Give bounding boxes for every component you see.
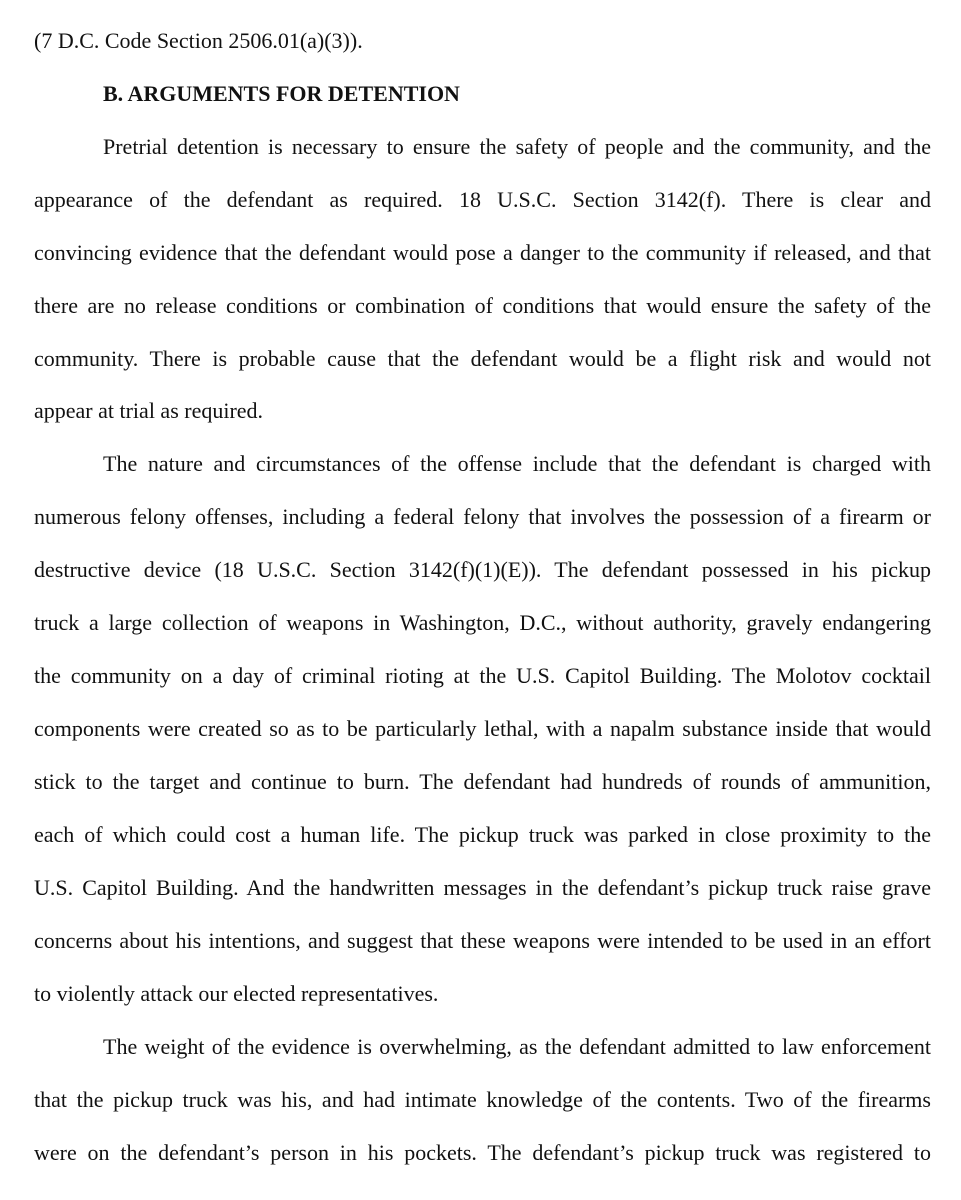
paragraph-line: Pretrial detention is necessary to ensure the safety of people and the community, and the — [103, 134, 931, 159]
paragraph-line: community. There is probable cause that the defendant would be a flight risk and would not — [34, 346, 931, 371]
paragraph-line: destructive device (18 U.S.C. Section 3142(f)(1)(E)). The defendant possessed in his pickup — [34, 557, 931, 582]
section-heading: B. ARGUMENTS FOR DETENTION — [103, 81, 460, 106]
paragraph-line: numerous felony offenses, including a federal felony that involves the possession of a firearm or — [34, 504, 931, 529]
paragraph-line: to violently attack our elected representatives. — [34, 981, 439, 1006]
paragraph-line: the community on a day of criminal rioting at the U.S. Capitol Building. The Molotov cocktail — [34, 663, 931, 688]
paragraph-line: that the pickup truck was his, and had intimate knowledge of the contents. Two of the firearms — [34, 1087, 931, 1112]
paragraph-line: U.S. Capitol Building. And the handwritten messages in the defendant’s pickup truck raise grave — [34, 875, 931, 900]
paragraph-line: stick to the target and continue to burn. The defendant had hundreds of rounds of ammunition, — [34, 769, 931, 794]
continuation-line: (7 D.C. Code Section 2506.01(a)(3)). — [34, 28, 363, 53]
paragraph-line: each of which could cost a human life. The pickup truck was parked in close proximity to the — [34, 822, 931, 847]
paragraph-line: appearance of the defendant as required. 18 U.S.C. Section 3142(f). There is clear and — [34, 187, 931, 212]
paragraph-line: The weight of the evidence is overwhelming, as the defendant admitted to law enforcement — [103, 1034, 931, 1059]
paragraph-line: convincing evidence that the defendant would pose a danger to the community if released, and that — [34, 240, 931, 265]
paragraph-line: were on the defendant’s person in his pockets. The defendant’s pickup truck was registered to — [34, 1140, 931, 1165]
paragraph-line: appear at trial as required. — [34, 398, 264, 423]
paragraph-line: truck a large collection of weapons in Washington, D.C., without authority, gravely endangering — [34, 610, 931, 635]
paragraph-line: concerns about his intentions, and suggest that these weapons were intended to be used in an effort — [34, 928, 931, 953]
paragraph-line: there are no release conditions or combination of conditions that would ensure the safety of the — [34, 293, 931, 318]
paragraph-line: components were created so as to be particularly lethal, with a napalm substance inside that would — [34, 716, 931, 741]
paragraph-line: The nature and circumstances of the offense include that the defendant is charged with — [103, 451, 931, 476]
